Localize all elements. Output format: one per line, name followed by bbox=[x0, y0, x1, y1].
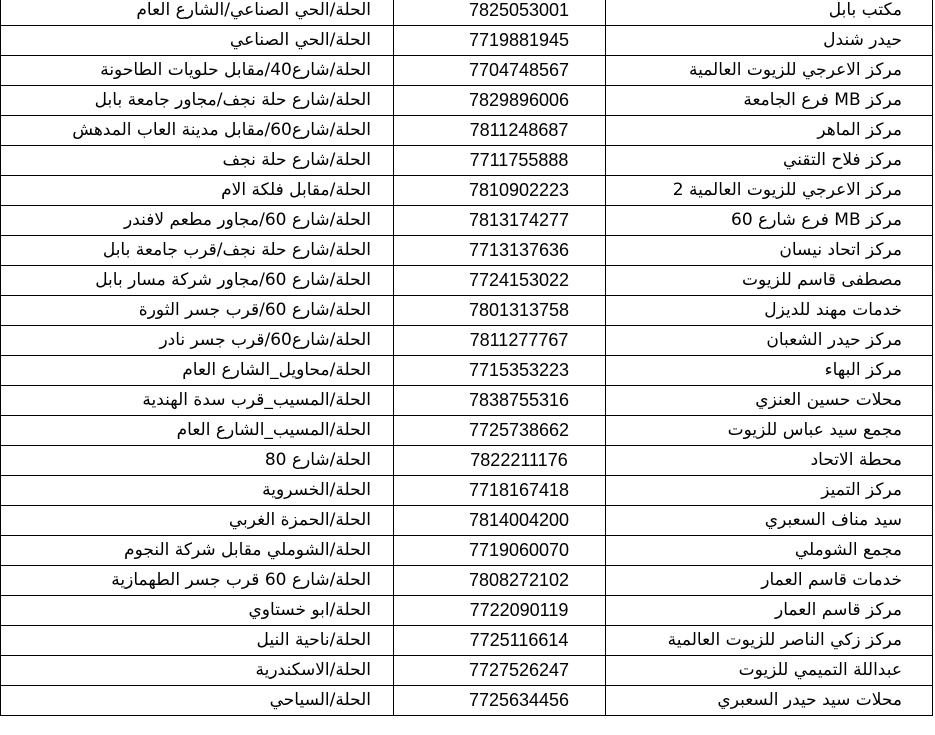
phone-cell[interactable]: 7711755888 bbox=[394, 146, 606, 176]
table-row bbox=[1, 386, 933, 416]
table-row bbox=[1, 476, 933, 506]
phone-cell[interactable]: 7811277767 bbox=[394, 326, 606, 356]
name-cell[interactable]: حيدر شندل bbox=[606, 26, 933, 56]
phone-cell[interactable]: 7813174277 bbox=[394, 206, 606, 236]
address-cell[interactable]: الحلة/الشوملي مقابل شركة النجوم bbox=[1, 536, 394, 566]
table-row bbox=[1, 506, 933, 536]
phone-cell[interactable]: 7838755316 bbox=[394, 386, 606, 416]
name-cell[interactable]: مركز البهاء bbox=[606, 356, 933, 386]
name-cell[interactable]: مصطفى قاسم للزيوت bbox=[606, 266, 933, 296]
address-cell[interactable]: الحلة/شارع40/مقابل حلويات الطاحونة bbox=[1, 56, 394, 86]
name-cell[interactable]: محلات حسين العنزي bbox=[606, 386, 933, 416]
phone-cell[interactable]: 7801313758 bbox=[394, 296, 606, 326]
table-row bbox=[1, 56, 933, 86]
table-row bbox=[1, 686, 933, 716]
table-row bbox=[1, 326, 933, 356]
address-cell[interactable]: الحلة/السياحي bbox=[1, 686, 394, 716]
name-cell[interactable]: مركز فلاح التقني bbox=[606, 146, 933, 176]
name-cell[interactable]: مركز MB فرع شارع 60 bbox=[606, 206, 933, 236]
address-cell[interactable]: الحلة/شارع 60 قرب جسر الطهمازية bbox=[1, 566, 394, 596]
table-row bbox=[1, 176, 933, 206]
name-cell[interactable]: مكتب بابل bbox=[606, 0, 933, 26]
name-cell[interactable]: محطة الاتحاد bbox=[606, 446, 933, 476]
table-row bbox=[1, 266, 933, 296]
address-cell[interactable]: الحلة/شارع60/قرب جسر نادر bbox=[1, 326, 394, 356]
table-row bbox=[1, 416, 933, 446]
address-cell[interactable]: الحلة/شارع حلة نجف/قرب جامعة بابل bbox=[1, 236, 394, 266]
phone-cell[interactable]: 7719060070 bbox=[394, 536, 606, 566]
phone-cell[interactable]: 7825053001 bbox=[394, 0, 606, 26]
phone-cell[interactable]: 7718167418 bbox=[394, 476, 606, 506]
name-cell[interactable]: مركز التميز bbox=[606, 476, 933, 506]
address-cell[interactable]: الحلة/مقابل فلكة الام bbox=[1, 176, 394, 206]
address-cell[interactable]: الحلة/الحي الصناعي/الشارع العام bbox=[1, 0, 394, 26]
phone-cell[interactable]: 7715353223 bbox=[394, 356, 606, 386]
table-row bbox=[1, 356, 933, 386]
table-row bbox=[1, 626, 933, 656]
address-cell[interactable]: الحلة/شارع حلة نجف bbox=[1, 146, 394, 176]
name-cell[interactable]: خدمات مهند للديزل bbox=[606, 296, 933, 326]
address-cell[interactable]: الحلة/شارع 60/قرب جسر الثورة bbox=[1, 296, 394, 326]
address-cell[interactable]: الحلة/شارع حلة نجف/مجاور جامعة بابل bbox=[1, 86, 394, 116]
name-cell[interactable]: مركز زكي الناصر للزيوت العالمية bbox=[606, 626, 933, 656]
name-cell[interactable]: سيد مناف السعبري bbox=[606, 506, 933, 536]
table-row bbox=[1, 26, 933, 56]
table-row bbox=[1, 536, 933, 566]
phone-cell[interactable]: 7725634456 bbox=[394, 686, 606, 716]
address-cell[interactable]: الحلة/ناحية النيل bbox=[1, 626, 394, 656]
address-cell[interactable]: الحلة/المسيب_قرب سدة الهندية bbox=[1, 386, 394, 416]
phone-cell[interactable]: 7722090119 bbox=[394, 596, 606, 626]
phone-cell[interactable]: 7704748567 bbox=[394, 56, 606, 86]
table-row bbox=[1, 86, 933, 116]
name-cell[interactable]: مجمع سيد عباس للزيوت bbox=[606, 416, 933, 446]
name-cell[interactable]: مركز الاعرجي للزيوت العالمية 2 bbox=[606, 176, 933, 206]
table-row bbox=[1, 236, 933, 266]
phone-cell[interactable]: 7808272102 bbox=[394, 566, 606, 596]
table-row bbox=[1, 0, 933, 26]
address-cell[interactable]: الحلة/شارع 60/مجاور شركة مسار بابل bbox=[1, 266, 394, 296]
name-cell[interactable]: مركز اتحاد نيسان bbox=[606, 236, 933, 266]
phone-cell[interactable]: 7814004200 bbox=[394, 506, 606, 536]
name-cell[interactable]: عبداللة التميمي للزيوت bbox=[606, 656, 933, 686]
phone-cell[interactable]: 7829896006 bbox=[394, 86, 606, 116]
address-cell[interactable]: الحلة/الحمزة الغربي bbox=[1, 506, 394, 536]
table-row bbox=[1, 116, 933, 146]
table-row bbox=[1, 596, 933, 626]
name-cell[interactable]: مجمع الشوملي bbox=[606, 536, 933, 566]
address-cell[interactable]: الحلة/محاويل_الشارع العام bbox=[1, 356, 394, 386]
phone-cell[interactable]: 7727526247 bbox=[394, 656, 606, 686]
table-row bbox=[1, 566, 933, 596]
phone-cell[interactable]: 7725116614 bbox=[394, 626, 606, 656]
table-row bbox=[1, 446, 933, 476]
name-cell[interactable]: مركز حيدر الشعبان bbox=[606, 326, 933, 356]
phone-cell[interactable]: 7811248687 bbox=[394, 116, 606, 146]
address-cell[interactable]: الحلة/شارع60/مقابل مدينة العاب المدهش bbox=[1, 116, 394, 146]
name-cell[interactable]: محلات سيد حيدر السعبري bbox=[606, 686, 933, 716]
table-row bbox=[1, 656, 933, 686]
table-row bbox=[1, 296, 933, 326]
address-cell[interactable]: الحلة/المسيب_الشارع العام bbox=[1, 416, 394, 446]
table-row bbox=[1, 146, 933, 176]
phone-cell[interactable]: 7724153022 bbox=[394, 266, 606, 296]
name-cell[interactable]: مركز الماهر bbox=[606, 116, 933, 146]
name-cell[interactable]: مركز MB فرع الجامعة bbox=[606, 86, 933, 116]
address-cell[interactable]: الحلة/الاسكندرية bbox=[1, 656, 394, 686]
phone-cell[interactable]: 7810902223 bbox=[394, 176, 606, 206]
phone-cell[interactable]: 7713137636 bbox=[394, 236, 606, 266]
name-cell[interactable]: مركز الاعرجي للزيوت العالمية bbox=[606, 56, 933, 86]
table-body bbox=[1, 0, 933, 716]
address-cell[interactable]: الحلة/ابو خستاوي bbox=[1, 596, 394, 626]
phone-cell[interactable]: 7725738662 bbox=[394, 416, 606, 446]
address-cell[interactable]: الحلة/شارع 60/مجاور مطعم لافندر bbox=[1, 206, 394, 236]
phone-cell[interactable]: 7822211176 bbox=[394, 446, 606, 476]
address-cell[interactable]: الحلة/الحي الصناعي bbox=[1, 26, 394, 56]
address-cell[interactable]: الحلة/شارع 80 bbox=[1, 446, 394, 476]
name-cell[interactable]: خدمات قاسم العمار bbox=[606, 566, 933, 596]
table-row bbox=[1, 206, 933, 236]
address-cell[interactable]: الحلة/الخسروية bbox=[1, 476, 394, 506]
name-cell[interactable]: مركز قاسم العمار bbox=[606, 596, 933, 626]
phone-cell[interactable]: 7719881945 bbox=[394, 26, 606, 56]
